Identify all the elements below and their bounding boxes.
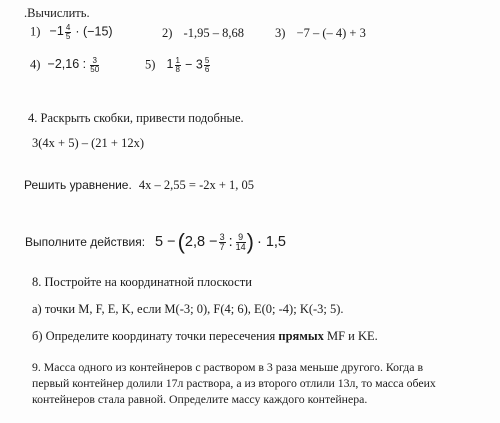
problem-1-tail: · (−15) (75, 24, 113, 39)
problem-5 (145, 57, 211, 74)
equation-expression: 4x – 2,55 = -2x + 1, 05 (138, 178, 255, 192)
coordinate-task-b-lines: MF и KE. (323, 329, 378, 343)
actions-close-paren: ) (246, 229, 254, 254)
coordinate-task-b-text: б) Определите координату точки пересечения (32, 329, 279, 343)
problem-4-number: 4) (30, 57, 41, 72)
problem-5-fraction-2 (204, 57, 210, 74)
problem-5-operator: − 3 (185, 57, 203, 72)
problem-3-number: 3) (275, 26, 286, 40)
actions-fraction-1 (219, 233, 226, 252)
simplify-expression: 3(4x + 5) – (21 + 12x) (32, 136, 144, 150)
equation-line (24, 178, 254, 193)
problem-4-fraction-numerator: 3 (90, 57, 99, 66)
problem-5-fraction-1 (175, 57, 181, 74)
coordinate-task-b (32, 329, 378, 344)
actions-label: Выполните действия: (25, 235, 146, 249)
actions-fraction-2-denominator: 14 (235, 241, 246, 252)
problem-5-fraction-2-numerator: 5 (204, 56, 210, 65)
actions-tail: · 1,5 (256, 234, 286, 250)
problem-1-number: 1) (30, 24, 41, 39)
actions-open-paren: ( (177, 229, 185, 254)
problem-5-fraction-1-denominator: 8 (175, 65, 180, 74)
word-problem-line-3: контейнеров стала равной. Определите массу каждого контейнера. (32, 392, 368, 406)
problem-1-whole: −1 (49, 24, 64, 39)
problem-2-expression: -1,95 – 8,68 (183, 26, 244, 40)
problem-1-fraction (65, 24, 71, 41)
actions-fraction-2-numerator: 9 (236, 233, 246, 243)
problem-3 (275, 26, 366, 41)
problem-3-expression: −7 – (– 4) + 3 (296, 26, 366, 40)
problem-5-fraction-2-denominator: 6 (204, 65, 210, 74)
actions-fraction-2 (236, 233, 246, 252)
actions-colon: : (228, 234, 233, 250)
problem-4-expression: −2,16 : (47, 57, 87, 72)
problem-1-fraction-numerator: 4 (65, 23, 71, 32)
problem-4-fraction (90, 57, 99, 74)
problem-4-fraction-denominator: 50 (90, 65, 100, 74)
coordinate-task-b-bold: прямых (278, 329, 324, 343)
problem-1 (30, 24, 113, 41)
simplify-heading: 4. Раскрыть скобки, привести подобные. (28, 111, 244, 125)
problem-5-number: 5) (145, 57, 156, 72)
problem-2 (162, 26, 244, 41)
problem-4 (30, 57, 100, 74)
compute-heading: .Вычислить. (24, 6, 90, 20)
actions-lead: 5 − (155, 234, 176, 250)
problem-2-number: 2) (162, 26, 173, 40)
actions-fraction-1-numerator: 3 (219, 231, 225, 242)
coordinate-heading: 8. Постройте на координатной плоскости (32, 275, 252, 289)
word-problem-line-2: первый контейнер долили 17л раствора, а из второго отлили 13л, то масса обеих (32, 376, 436, 390)
actions-line (25, 228, 286, 256)
problem-5-whole-1: 1 (166, 57, 174, 72)
problem-1-fraction-denominator: 5 (65, 32, 71, 41)
coordinate-task-a: а) точки M, F, E, K, если M(-3; 0), F(4; 6), E(0; -4); K(-3; 5). (32, 302, 344, 316)
actions-fraction-1-denominator: 7 (219, 241, 225, 252)
problem-5-fraction-1-numerator: 1 (175, 56, 180, 65)
word-problem-line-1: 9. Масса одного из контейнеров с раствором в 3 раза меньше другого. Когда в (32, 360, 424, 374)
actions-value-1: 2,8 − (184, 234, 218, 250)
equation-label: Решить уравнение. (24, 178, 132, 192)
word-problem (32, 359, 436, 407)
